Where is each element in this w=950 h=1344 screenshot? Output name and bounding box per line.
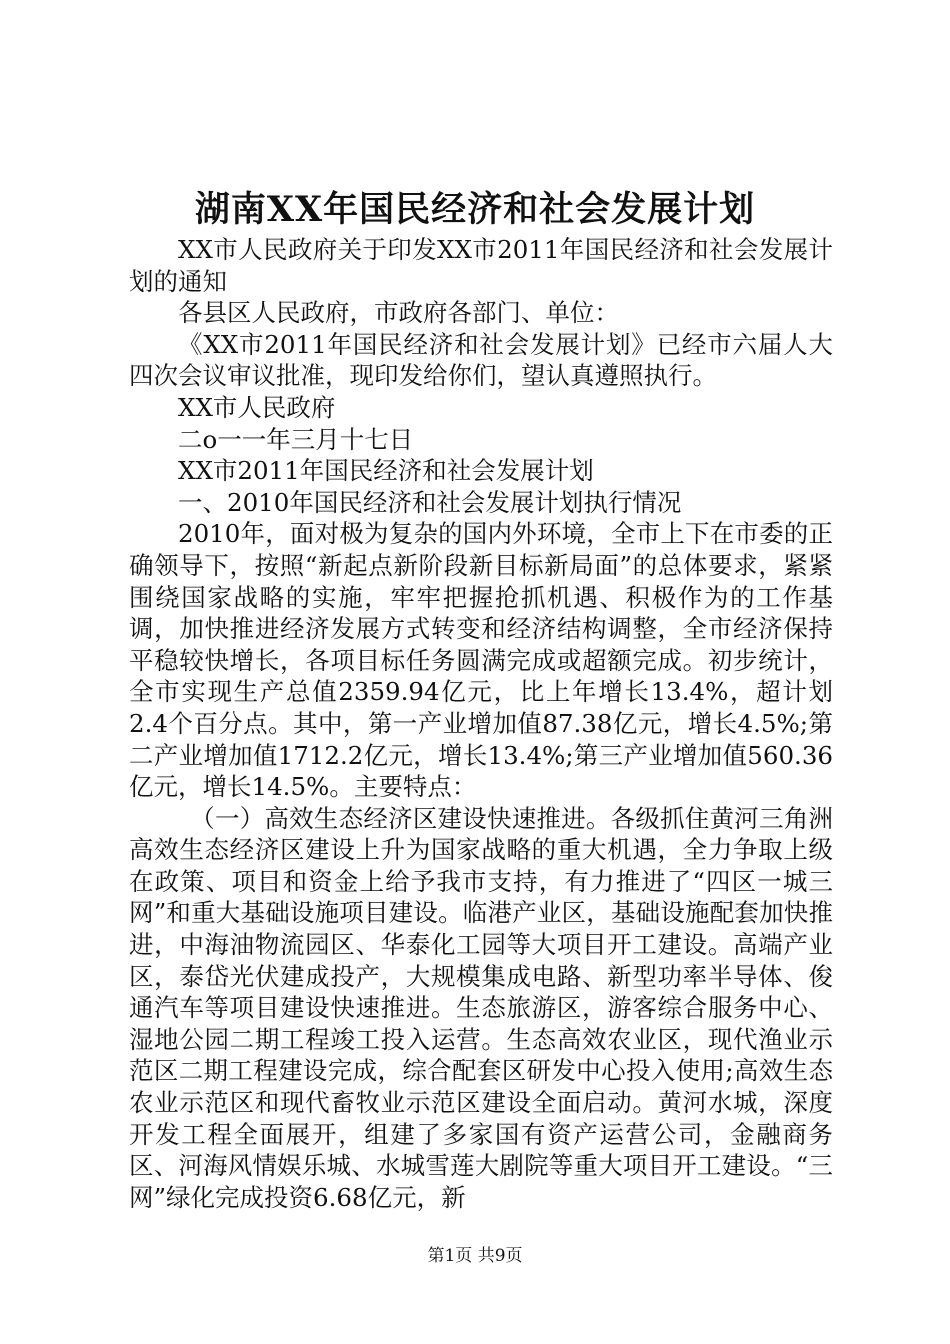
paragraph-issuer: XX市人民政府: [178, 392, 336, 422]
paragraph-plan-title: XX市2011年国民经济和社会发展计划: [178, 456, 594, 486]
paragraph-addressee: 各县区人民政府，市政府各部门、单位：: [178, 298, 619, 328]
paragraph-subsection-1: （一）高效生态经济区建设快速推进。各级抓住黄河三角洲高效生态经济区建设上升为国家战略的重大机遇，全力争取上级在政策、项目和资金上给予我市支持，有力推进了“四区一城三网”和重大基础设施项目建设。临港产业区，基础设施配套加快推进，中海油物流园区、华泰化工园等大项目开工建设。高端产业区，泰岱光伏建成投产，大规模集成电路、新型功率半导体、俊通汽车等项目建设快速推进。生态旅游区，游客综合服务中心、湿地公园二期工程竣工投入运营。生态高效农业区，现代渔业示范区二期工程建设完成，综合配套区研发中心投入使用;高效生态农业示范区和现代畜牧业示范区建设全面启动。黄河水城，深度开发工程全面展开，组建了多家国有资产运营公司，金融商务区、河海风情娱乐城、水城雪莲大剧院等重大项目开工建设。“三网”绿化完成投资6.68亿元，新: [129, 803, 833, 1212]
paragraph-notice-body: 《XX市2011年国民经济和社会发展计划》已经市六届人大四次会议审议批准，现印发给你们，望认真遵照执行。: [129, 329, 833, 391]
document-body: [129, 234, 833, 1213]
paragraph-date: 二o一一年三月十七日: [178, 424, 414, 454]
document-title: 湖南XX年国民经济和社会发展计划: [194, 189, 756, 230]
paragraph-overview: 2010年，面对极为复杂的国内外环境，全市上下在市委的正确领导下，按照“新起点新阶段新目标新局面”的总体要求，紧紧围绕国家战略的实施，牢牢把握抢抓机遇、积极作为的工作基调，加快推进经济发展方式转变和经济结构调整，全市经济保持平稳较快增长，各项目标任务圆满完成或超额完成。初步统计，全市实现生产总值2359.94亿元，比上年增长13.4%，超计划2.4个百分点。其中，第一产业增加值87.38亿元，增长4.5%;第二产业增加值1712.2亿元，增长13.4%;第三产业增加值560.36亿元，增长14.5%。主要特点：: [129, 519, 833, 802]
page-number: 第1页 共9页: [427, 1246, 523, 1266]
paragraph-notice-title: XX市人民政府关于印发XX市2011年国民经济和社会发展计划的通知: [129, 235, 833, 296]
paragraph-section-heading: 一、2010年国民经济和社会发展计划执行情况: [178, 487, 682, 517]
